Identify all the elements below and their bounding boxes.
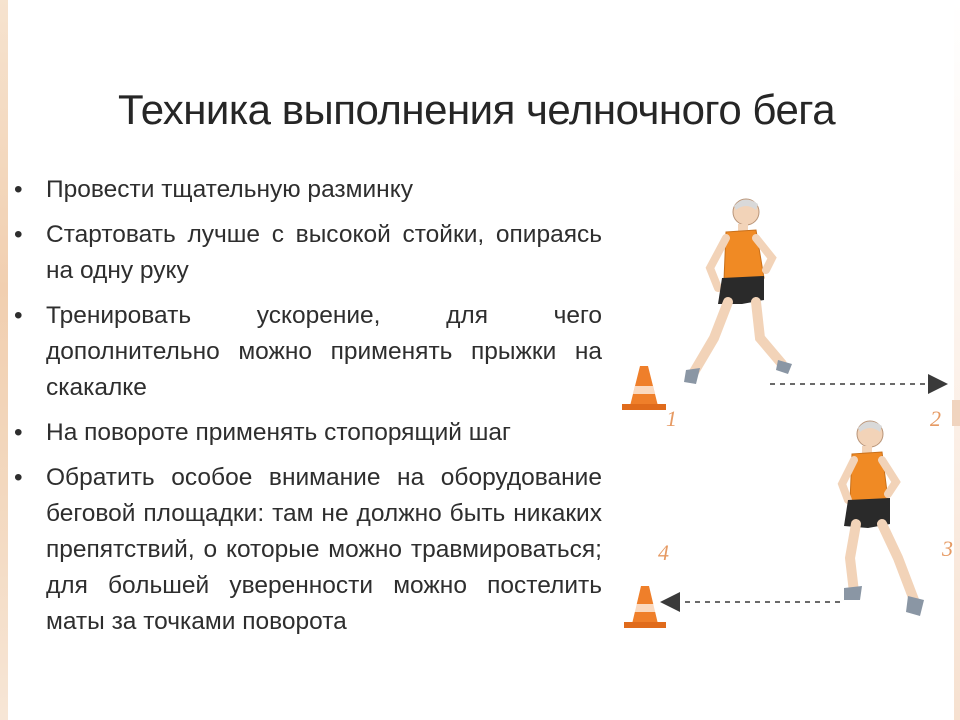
bullet-item-acceleration (14, 298, 602, 406)
technique-bullet-list (14, 172, 602, 649)
bullet-marker: • (14, 221, 23, 248)
point-label-1: 1 (666, 406, 677, 431)
bullet-text: Тренировать ускорение, для чего дополнительно можно применять прыжки на скакалке (46, 302, 602, 401)
shuttle-run-diagram (614, 188, 960, 650)
left-decorative-edge (0, 0, 8, 720)
bullet-marker: • (14, 464, 23, 491)
point-label-3: 3 (942, 536, 953, 561)
cone-marker-1 (622, 366, 666, 410)
bullet-item-warmup (14, 172, 602, 208)
bullet-item-turn-step (14, 415, 602, 451)
bullet-text: Стартовать лучше с высокой стойки, опираясь на одну руку (46, 221, 602, 284)
point-label-2: 2 (930, 406, 941, 431)
slide-title: Техника выполнения челночного бега (118, 86, 836, 134)
runner-figure-bottom (842, 421, 924, 616)
cone-marker-4 (624, 586, 666, 628)
bullet-text: Обратить особое внимание на оборудование беговой площадки: там не должно быть никаких препятствий, о которые можно травмироваться; для большей уверенности можно постелить маты за точками поворота (46, 464, 602, 635)
bullet-text: На повороте применять стопорящий шаг (46, 419, 511, 446)
cone-marker-2-partial (952, 400, 960, 426)
bullet-marker: • (14, 176, 23, 203)
point-label-4: 4 (658, 540, 669, 565)
bullet-text: Провести тщательную разминку (46, 176, 413, 203)
runner-figure-top (684, 199, 792, 384)
bullet-item-equipment (14, 460, 602, 640)
bullet-marker: • (14, 419, 23, 446)
bullet-item-start (14, 217, 602, 289)
bullet-marker: • (14, 302, 23, 329)
shuttle-run-illustration (614, 188, 960, 650)
